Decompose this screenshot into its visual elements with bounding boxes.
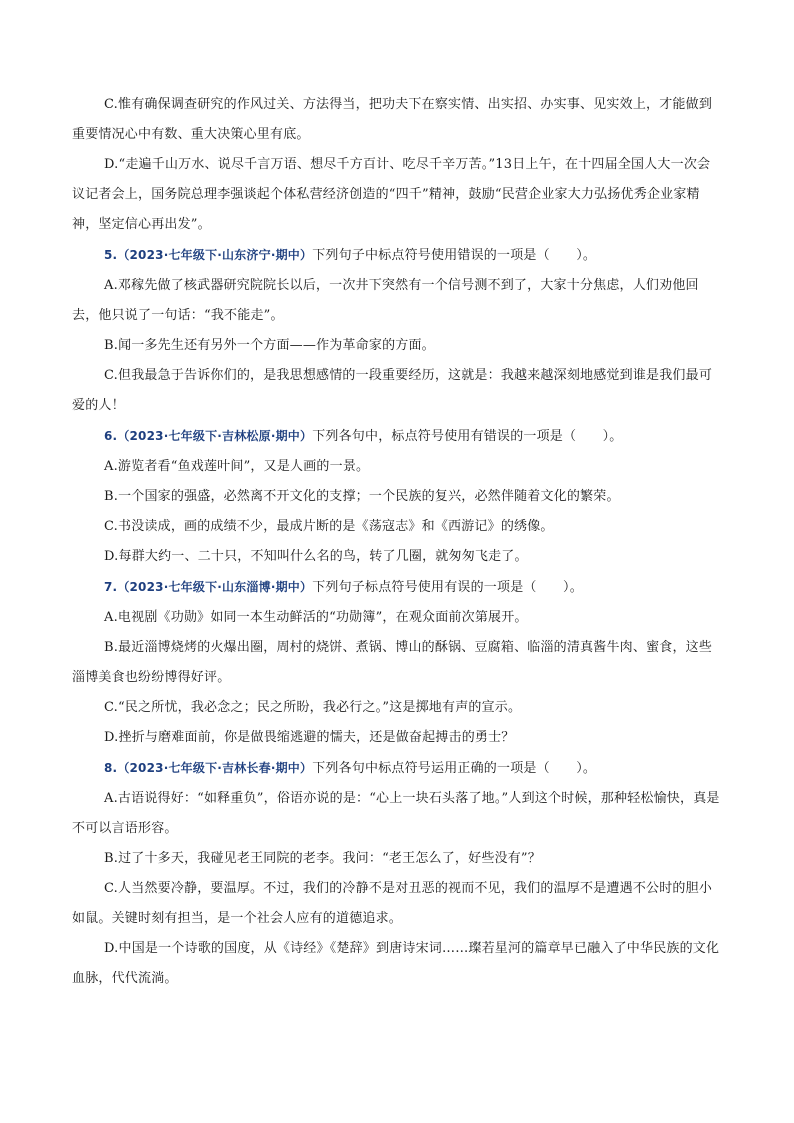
question-text: 下列句子中标点符号使用错误的一项是（ ）。: [312, 248, 597, 263]
question-source: （2023·七年级下·山东济宁·期中）: [117, 248, 313, 262]
paragraph: A.古语说得好：“如释重负”，俗语亦说的是：“心上一块石头落了地。”人到这个时候，那种轻松愉快，真是不可以言语形容。: [72, 791, 720, 836]
paragraph: B.过了十多天，我碰见老王同院的老李。我问：“老王怎么了，好些没有”？: [104, 851, 541, 866]
question-number: 8.: [104, 761, 118, 775]
paragraph: D.挫折与磨难面前，你是做畏缩逃避的懦夫，还是做奋起搏击的勇士？: [104, 730, 515, 745]
paragraph: B.一个国家的强盛，必然离不开文化的支撑；一个民族的复兴，必然伴随着文化的繁荣。: [104, 489, 620, 504]
question-stem: [72, 240, 722, 271]
question-stem: [72, 753, 722, 784]
question-text: 下列各句中标点符号运用正确的一项是（ ）。: [312, 761, 597, 776]
paragraph: C.人当然要冷静，要温厚。不过，我们的冷静不是对丑恶的视而不见，我们的温厚不是遭遇不公时的胆小如鼠。关键时刻有担当，是一个社会人应有的道德追求。: [72, 881, 713, 926]
question-source: （2023·七年级下·吉林长春·期中）: [117, 761, 313, 775]
paragraph: C.书没读成，画的成绩不少，最成片断的是《荡寇志》和《西游记》的绣像。: [104, 519, 554, 534]
paragraph: D.“走遍千山万水、说尽千言万语、想尽千方百计、吃尽千辛万苦。”13日上午，在十四届全国人大一次会议记者会上，国务院总理李强谈起个体私营经济创造的“四千”精神，鼓励“民营企业家大力弘扬优秀企业家精神，坚定信心再出发”。: [72, 157, 711, 232]
paragraph: D.中国是一个诗歌的国度，从《诗经》《楚辞》到唐诗宋词……璨若星河的篇章早已融入了中华民族的文化血脉，代代流淌。: [72, 941, 720, 986]
paragraph: C.但我最急于告诉你们的，是我思想感情的一段重要经历，这就是：我越来越深刻地感觉到谁是我们最可爱的人！: [72, 368, 713, 413]
question-number: 5.: [104, 248, 118, 262]
question-source: （2023·七年级下·吉林松原·期中）: [117, 429, 313, 443]
paragraph: B.最近淄博烧烤的火爆出圈，周村的烧饼、煮锅、博山的酥锅、豆腐箱、临淄的清真酱牛肉、蜜食，这些淄博美食也纷纷博得好评。: [72, 640, 713, 685]
paragraph: A.电视剧《功勋》如同一本生动鲜活的“功勋簿”，在观众面前次第展开。: [104, 610, 528, 625]
document-body: [72, 90, 722, 994]
paragraph: C.惟有确保调查研究的作风过关、方法得当，把功夫下在察实情、出实招、办实事、见实效上，才能做到重要情况心中有数、重大决策心里有底。: [72, 97, 713, 142]
question-text: 下列句子标点符号使用有误的一项是（ ）。: [312, 580, 583, 595]
paragraph: A.邓稼先做了核武器研究院院长以后，一次井下突然有一个信号测不到了，大家十分焦虑，人们劝他回去，他只说了一句话：“我不能走”。: [72, 278, 699, 323]
paragraph: D.每群大约一、二十只，不知叫什么名的鸟，转了几圈，就匆匆飞走了。: [104, 549, 528, 564]
question-number: 7.: [104, 580, 118, 594]
paragraph: B.闻一多先生还有另外一个方面——作为革命家的方面。: [104, 338, 435, 353]
paragraph: C.“民之所忧，我必念之；民之所盼，我必行之。”这是掷地有声的宣示。: [104, 700, 522, 715]
question-number: 6.: [104, 429, 118, 443]
question-source: （2023·七年级下·山东淄博·期中）: [117, 580, 313, 594]
paragraph: A.游览者看“鱼戏莲叶间”，又是人画的一景。: [104, 459, 370, 474]
question-stem: [72, 421, 722, 452]
question-text: 下列各句中，标点符号使用有错误的一项是（ ）。: [312, 429, 623, 444]
question-stem: [72, 572, 722, 603]
